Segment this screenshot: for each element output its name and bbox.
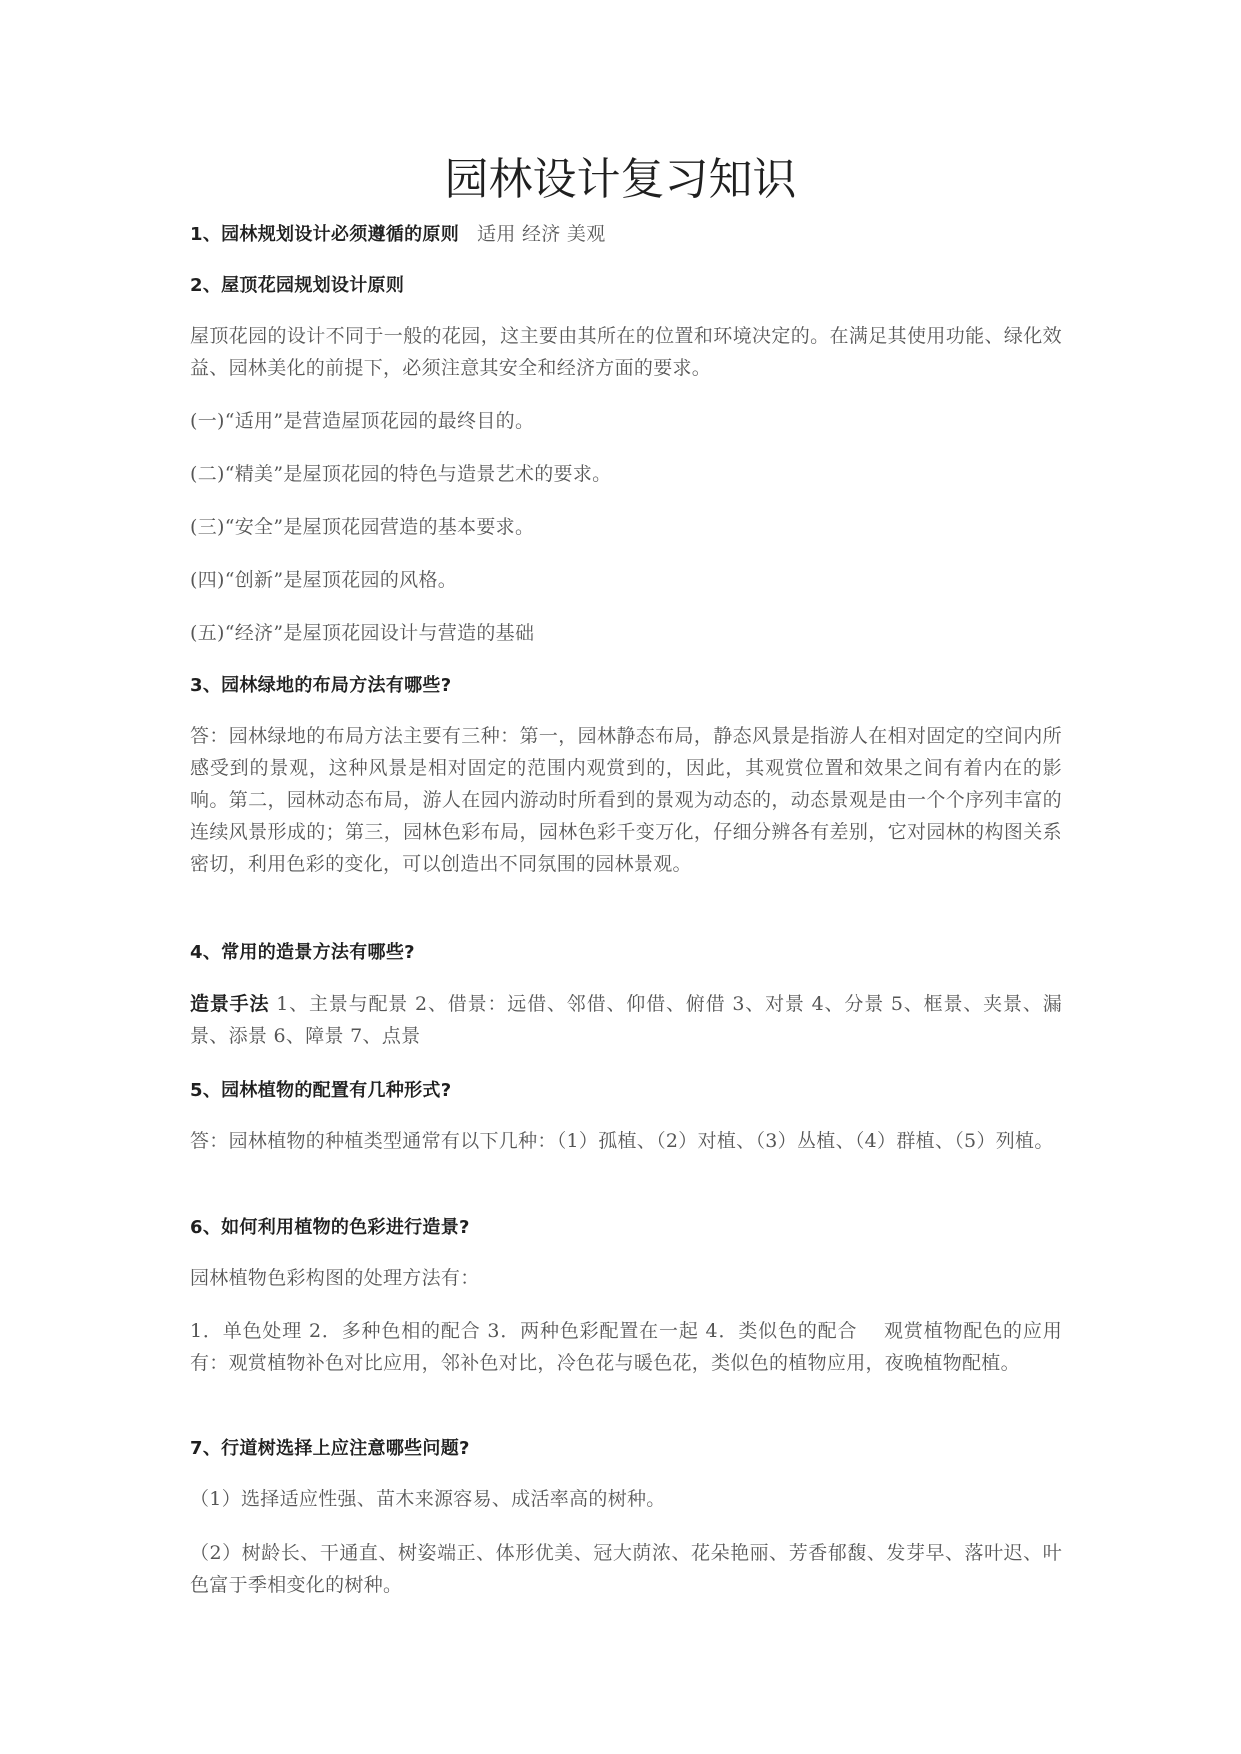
section-1-note: 适用 经济 美观 <box>477 223 606 245</box>
section-2-item-4: (四)“创新”是屋顶花园的风格。 <box>190 569 458 591</box>
section-2-item-1: (一)“适用”是营造屋顶花园的最终目的。 <box>190 410 535 432</box>
section-2-heading: 2、屋顶花园规划设计原则 <box>190 275 405 296</box>
section-6-heading: 6、如何利用植物的色彩进行造景? <box>190 1217 470 1238</box>
document-title: 园林设计复习知识 <box>444 154 797 205</box>
section-4-heading: 4、常用的造景方法有哪些? <box>190 942 415 963</box>
section-2-intro: 屋顶花园的设计不同于一般的花园，这主要由其所在的位置和环境决定的。在满足其使用功能、绿化效益、园林美化的前提下，必须注意其安全和经济方面的要求。 <box>190 325 1062 379</box>
section-5-heading: 5、园林植物的配置有几种形式? <box>190 1080 452 1101</box>
section-7-heading: 7、行道树选择上应注意哪些问题? <box>190 1438 470 1459</box>
section-4-lead: 造景手法 <box>190 993 270 1015</box>
section-5-answer: 答：园林植物的种植类型通常有以下几种：（1）孤植、（2）对植、（3）丛植、（4）群植、（5）列植。 <box>190 1130 1054 1152</box>
section-1-heading: 1、园林规划设计必须遵循的原则 <box>190 224 460 245</box>
section-4-answer <box>190 988 1062 1052</box>
section-2-item-3: (三)“安全”是屋顶花园营造的基本要求。 <box>190 516 535 538</box>
section-1 <box>190 218 1062 251</box>
section-3-answer: 答：园林绿地的布局方法主要有三种：第一，园林静态布局，静态风景是指游人在相对固定的空间内所感受到的景观，这种风景是相对固定的范围内观赏到的，因此，其观赏位置和效果之间有着内在的影响。第二，园林动态布局，游人在园内游动时所看到的景观为动态的，动态景观是由一个个序列丰富的连续风景形成的；第三，园林色彩布局，园林色彩千变万化，仔细分辨各有差别，它对园林的构图关系密切，利用色彩的变化，可以创造出不同氛围的园林景观。 <box>190 725 1062 875</box>
section-6-intro: 园林植物色彩构图的处理方法有： <box>190 1267 480 1289</box>
section-7-item-1: （1）选择适应性强、苗木来源容易、成活率高的树种。 <box>190 1488 666 1510</box>
section-2-item-5: (五)“经济”是屋顶花园设计与营造的基础 <box>190 622 535 644</box>
section-3-heading: 3、园林绿地的布局方法有哪些? <box>190 675 452 696</box>
section-7-item-2: （2）树龄长、干通直、树姿端正、体形优美、冠大荫浓、花朵艳丽、芳香郁馥、发芽早、落叶迟、叶色富于季相变化的树种。 <box>190 1542 1062 1596</box>
section-4-text: 1、主景与配景 2、借景：远借、邻借、仰借、俯借 3、对景 4、分景 5、框景、夹景、漏景、添景 6、障景 7、点景 <box>190 993 1062 1047</box>
section-2-item-2: (二)“精美”是屋顶花园的特色与造景艺术的要求。 <box>190 463 612 485</box>
section-6-answer: 1．单色处理 2．多种色相的配合 3．两种色彩配置在一起 4．类似色的配合 观赏植物配色的应用有：观赏植物补色对比应用，邻补色对比，冷色花与暖色花，类似色的植物应用，夜晚植物配植。 <box>190 1320 1062 1374</box>
